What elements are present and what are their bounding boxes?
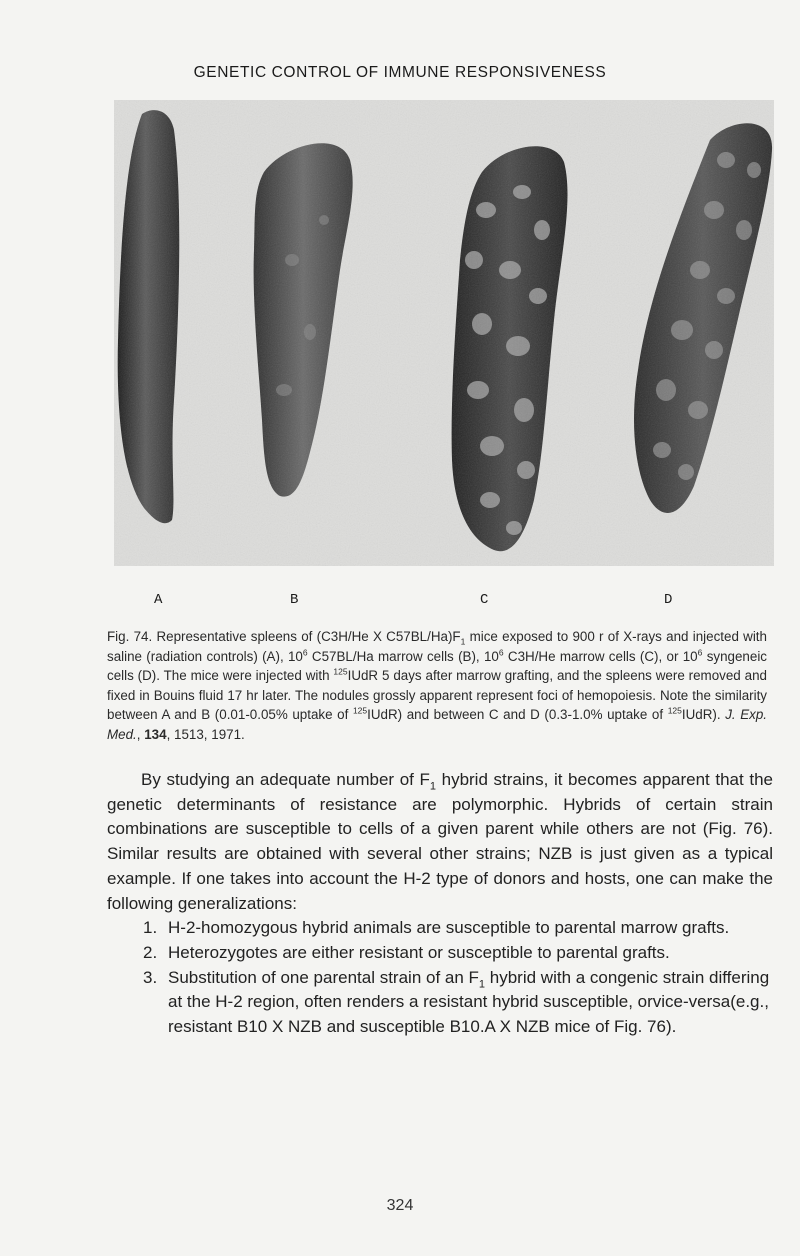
panel-label-c: C — [480, 592, 489, 608]
list-item: 3. Substitution of one parental strain of an $F_1$ hybrid with a congenic strain differing at the H-2 region, often renders a resistant hybrid susceptible, orvice-versa(e.g., resistant B10 X NZB and susceptible B10.A X NZB mice of Fig. 76). — [143, 967, 770, 1037]
panel-label-a: A — [154, 592, 163, 608]
figure-caption: Fig. 74. Representative spleens of (C3H/He X $C57BL/Ha)F_1$ mice exposed to 900 r of X-rays and injected with saline (radiation controls) (A), $10^6$ C57BL/Ha marrow cells (B), $10^6$ C3H/He marrow cells (C), or $10^6$ syngeneic cells (D). The mice were injected with $^{125}$IUdR 5 days after marrow grafting, and the spleens were removed and fixed in Bouins fluid 17 hr later. The nodules grossly apparent represent foci of hemopoiesis. Note the similarity between A and B (0.01-0.05% uptake of $^{125}$IUdR) and between C and D (0.3-1.0% uptake of $^{125}$IUdR). J. Exp. Med., 134, 1513, 1971. — [107, 629, 768, 742]
generalization-list — [107, 916, 773, 1040]
caption-volume: 134 — [144, 726, 167, 742]
body-paragraph: By studying an adequate number of $F_1$ hybrid strains, it becomes apparent that the genetic determinants of resistance are polymorphic. Hybrids of certain strain combinations are susceptible to cells of a given parent while others are not (Fig. 76). Similar results are obtained with several other strains; NZB is just given as a typical example. If one takes into account the H-2 type of donors and hosts, one can make the following generalizations: — [107, 770, 773, 913]
spleen-photograph — [114, 100, 774, 566]
page-number: 324 — [386, 1197, 414, 1214]
list-item: 2. Heterozygotes are either resistant or susceptible to parental grafts. — [143, 942, 670, 962]
list-item: 1. H-2-homozygous hybrid animals are susceptible to parental marrow grafts. — [143, 918, 730, 938]
caption-fig-number: Fig. 74. — [107, 629, 153, 644]
panel-label-b: B — [290, 592, 299, 608]
panel-labels — [0, 592, 800, 612]
body-text — [107, 768, 773, 1040]
running-head: GENETIC CONTROL OF IMMUNE RESPONSIVENESS — [193, 64, 607, 81]
caption-journal: J. Exp. Med. — [107, 707, 768, 742]
panel-label-d: D — [664, 592, 673, 608]
